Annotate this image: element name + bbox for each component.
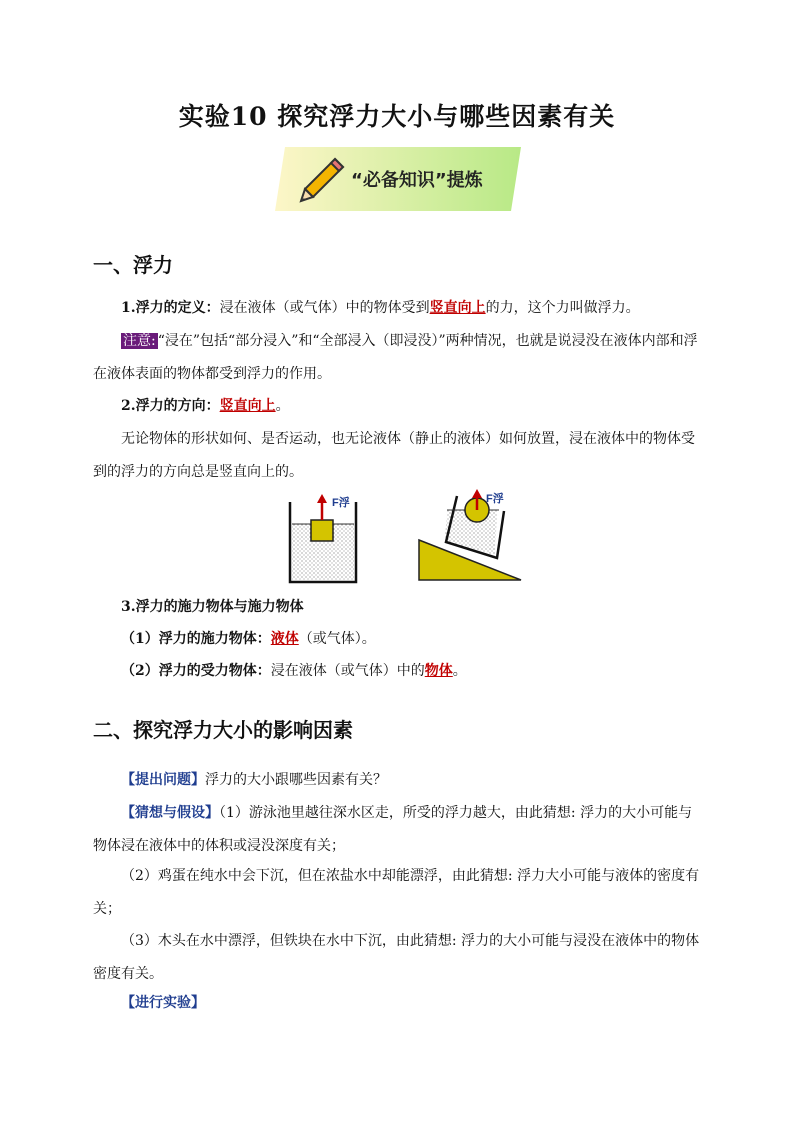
item3-2-highlight: 物体 [424,663,453,679]
definition-paragraph [93,292,701,325]
section-heading-buoyancy: 一、浮力 [93,253,173,277]
direction-label: 2.浮力的方向： [121,398,220,414]
hypothesis-1: （1）游泳池里越往深水区走，所受的浮力越大，由此猜想: 浮力的大小可能与物体浸在液体中的体积或浸没深度有关； [93,805,693,854]
force-label-1: F浮 [332,497,350,509]
item3-2 [93,655,701,688]
question-label: 【提出问题】 [121,772,205,788]
buoyancy-figure [285,488,525,588]
direction-highlight: 竖直向上 [219,398,276,414]
question-text: 浮力的大小跟哪些因素有关？ [205,772,387,788]
question-paragraph [93,764,701,797]
note-text: “浸在”包括“部分浸入”和“全部浸入（即浸没）”两种情况，也就是说浸没在液体内部和浮在液体表面的物体都受到浮力的作用。 [93,333,698,382]
hypothesis-3: （3）木头在水中漂浮，但铁块在水中下沉，由此猜想: 浮力的大小可能与浸没在液体中的物体密度有关。 [93,933,700,982]
item3-2-end: 。 [452,663,467,679]
item3-2-text: 浸在液体（或气体）中的 [270,663,425,679]
buoyancy-arrow-2 [472,489,482,498]
hypothesis-2: （2）鸡蛋在纯水中会下沉，但在浓盐水中却能漂浮，由此猜想: 浮力大小可能与液体的密度有关； [93,868,700,917]
section-heading-factors: 二、探究浮力大小的影响因素 [93,718,353,742]
item3-label: 3.浮力的施力物体与施力物体 [121,599,304,615]
definition-text-a: 浸在液体（或气体）中的物体受到 [219,300,430,316]
banner-text: “必备知识”提炼 [351,170,483,191]
experiment-paragraph [93,987,701,1020]
page-title: 实验10 探究浮力大小与哪些因素有关 [178,102,616,131]
knowledge-banner [275,147,521,211]
beaker-on-incline [419,489,521,580]
beaker-upright [290,494,356,582]
experiment-label: 【进行实验】 [121,995,205,1011]
item3-2-label: （2）浮力的受力物体： [121,663,271,679]
note-paragraph [93,325,701,391]
item3-1 [93,623,701,656]
buoyancy-arrow-1 [317,494,327,503]
item3-heading [93,591,701,624]
pencil-icon [295,155,347,205]
force-label-2: F浮 [486,493,504,505]
definition-text-b: 的力，这个力叫做浮力。 [485,300,640,316]
hypothesis-paragraph [93,797,701,863]
note-label: 注意: [123,333,156,349]
item3-1-end: （或气体）。 [298,631,376,647]
definition-label: 1.浮力的定义： [121,300,220,316]
item3-1-label: （1）浮力的施力物体： [121,631,271,647]
floating-block [311,520,333,541]
direction-end: 。 [275,398,290,414]
item3-1-highlight: 液体 [270,631,299,647]
definition-highlight: 竖直向上 [429,300,486,316]
direction-paragraph [93,390,701,423]
hypothesis-label: 【猜想与假设】 [121,805,219,821]
direction-explanation: 无论物体的形状如何、是否运动，也无论液体（静止的液体）如何放置，浸在液体中的物体受到的浮力的方向总是竖直向上的。 [93,431,695,480]
